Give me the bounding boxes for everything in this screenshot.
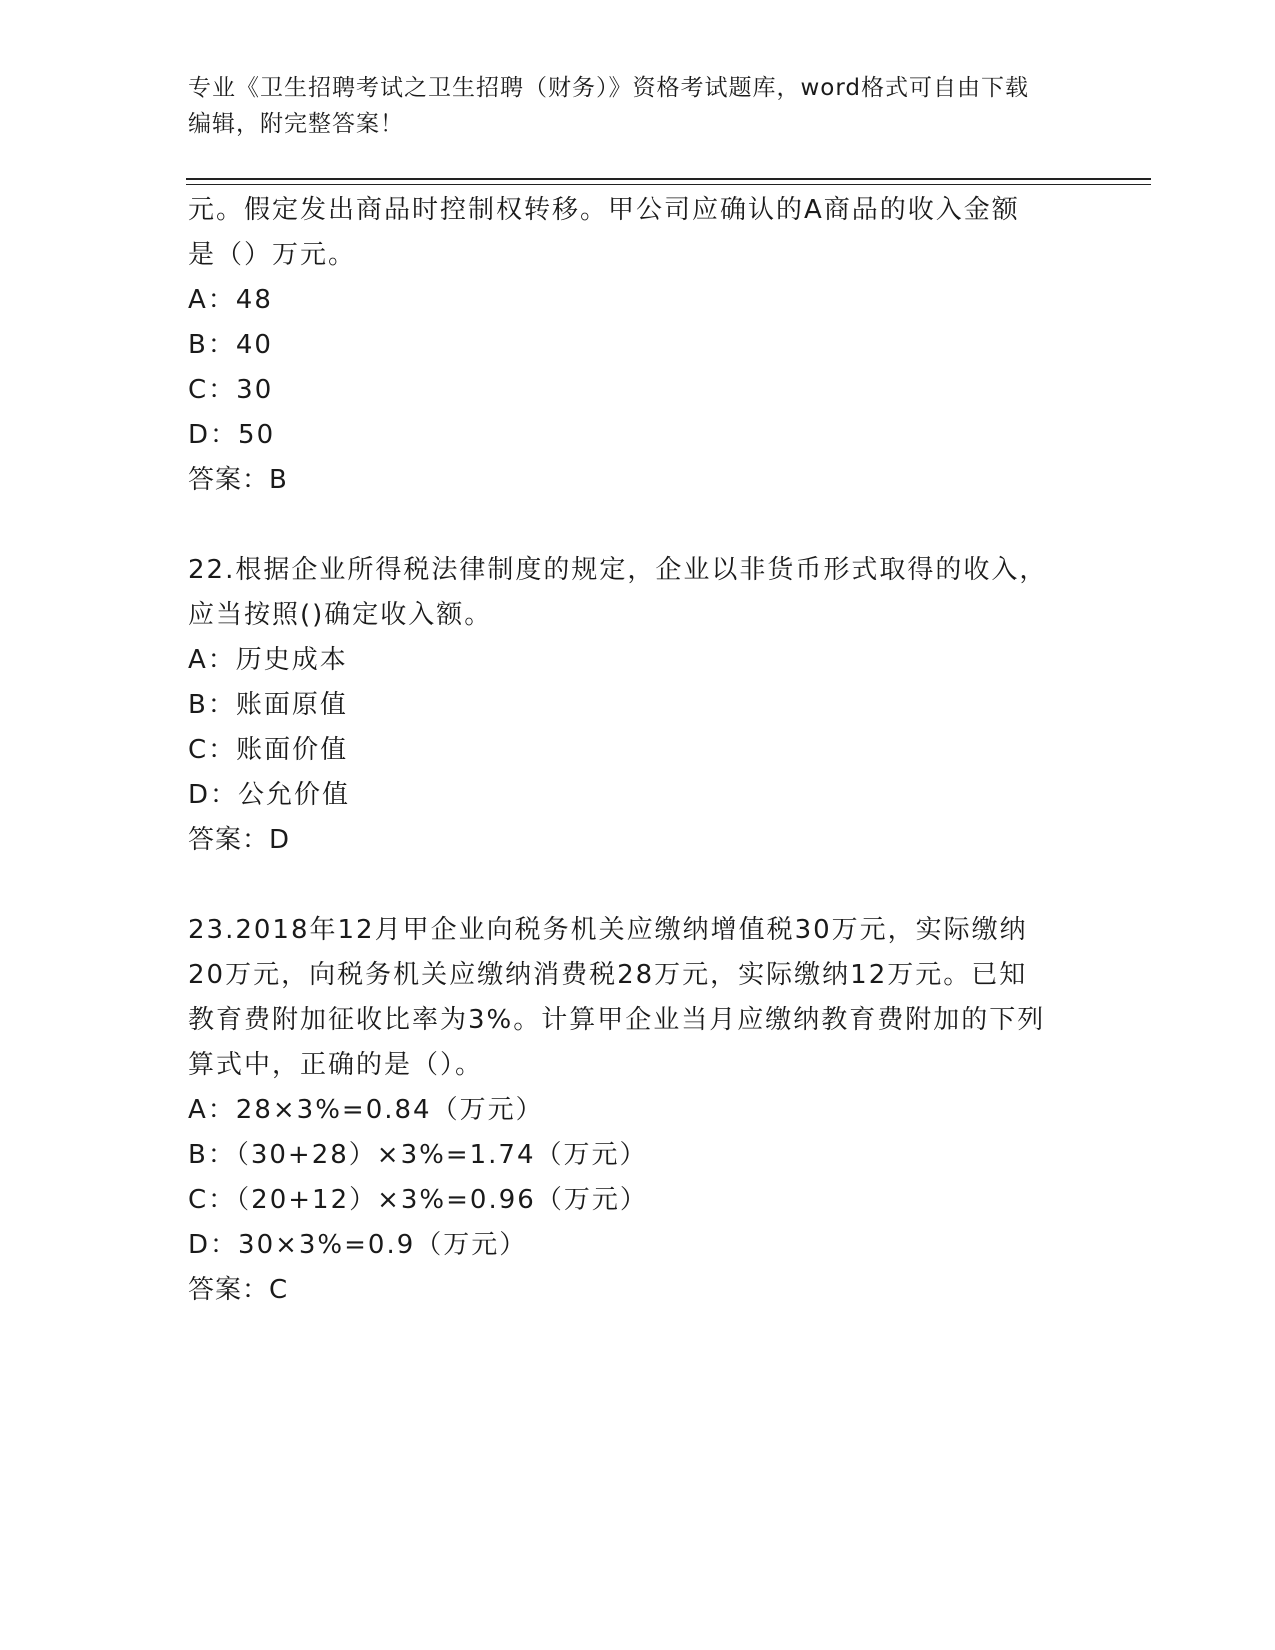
option-b: B：账面原值 [188, 690, 348, 720]
option-d: D：50 [188, 420, 276, 450]
option-b: B：（30+28）×3%=1.74（万元） [188, 1140, 648, 1170]
spacer [188, 503, 1088, 548]
option-d: D：公允价值 [188, 780, 351, 810]
option-b: B：40 [188, 330, 273, 360]
question-23 [188, 908, 1088, 1313]
question-stem: 元。假定发出商品时控制权转移。甲公司应确认的A商品的收入金额 [188, 195, 1020, 225]
option-a: A：历史成本 [188, 645, 348, 675]
option-c: C：（20+12）×3%=0.96（万元） [188, 1185, 648, 1215]
question-22 [188, 548, 1088, 863]
option-d: D：30×3%=0.9（万元） [188, 1230, 528, 1260]
question-stem: 22.根据企业所得税法律制度的规定，企业以非货币形式取得的收入， [188, 555, 1048, 585]
header-line-1: 专业《卫生招聘考试之卫生招聘（财务）》资格考试题库，word格式可自由下载 [188, 75, 1030, 101]
header-divider-thin [186, 184, 1151, 185]
question-stem: 是（）万元。 [188, 240, 357, 270]
answer: 答案：B [188, 465, 288, 495]
option-c: C：账面价值 [188, 735, 349, 765]
question-stem: 20万元，向税务机关应缴纳消费税28万元，实际缴纳12万元。已知 [188, 960, 1028, 990]
header-divider-thick [186, 178, 1151, 180]
question-stem: 应当按照()确定收入额。 [188, 600, 493, 630]
answer: 答案：D [188, 825, 291, 855]
option-a: A：28×3%=0.84（万元） [188, 1095, 544, 1125]
header-line-2: 编辑，附完整答案！ [188, 111, 404, 137]
question-content [188, 188, 1088, 1313]
option-c: C：30 [188, 375, 274, 405]
question-21 [188, 188, 1088, 503]
option-a: A：48 [188, 285, 273, 315]
document-header [188, 70, 1068, 142]
spacer [188, 863, 1088, 908]
question-stem: 算式中，正确的是（）。 [188, 1050, 484, 1080]
question-stem: 教育费附加征收比率为3%。计算甲企业当月应缴纳教育费附加的下列 [188, 1005, 1046, 1035]
answer: 答案：C [188, 1275, 289, 1305]
question-stem: 23.2018年12月甲企业向税务机关应缴纳增值税30万元，实际缴纳 [188, 915, 1028, 945]
